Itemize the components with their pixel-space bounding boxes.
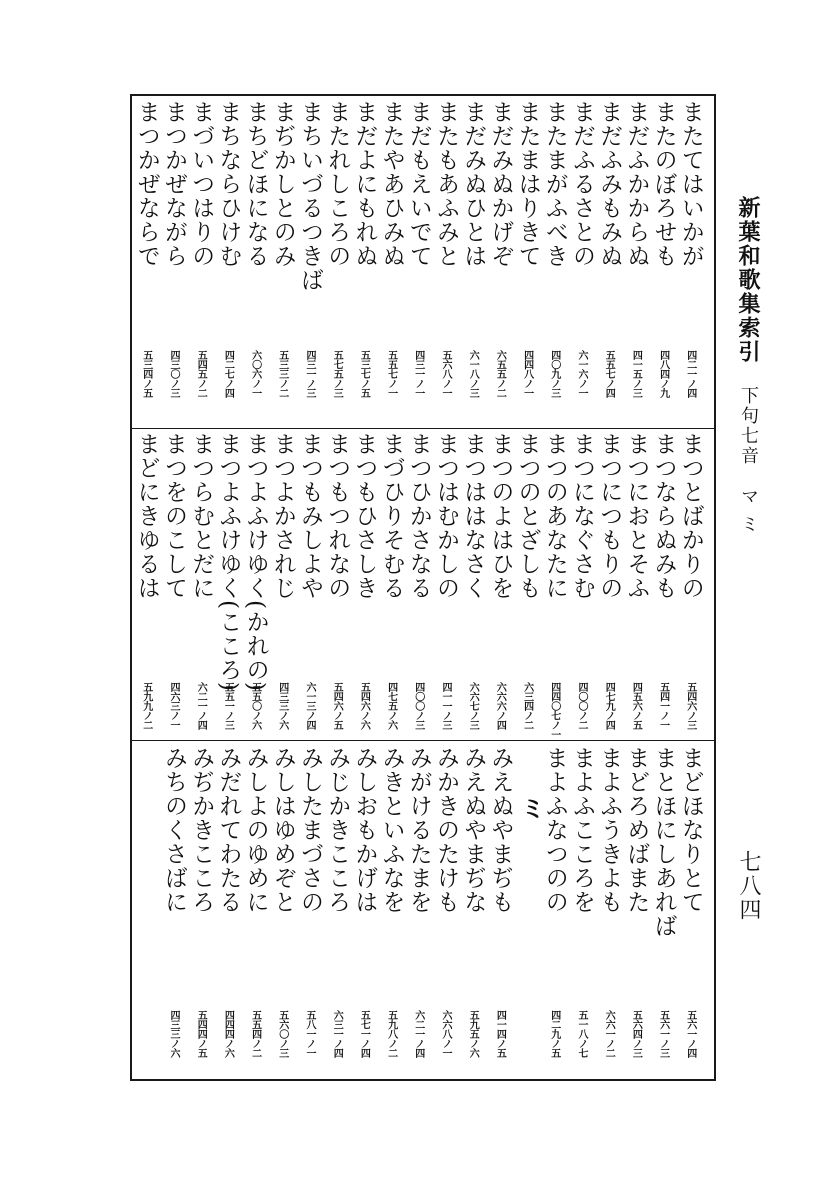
index-entry: まつもつれなの: [324, 432, 351, 600]
index-entry: みえぬやまぢも: [487, 746, 514, 914]
entry-reference: 四三〇ノ三: [168, 350, 179, 398]
entry-reference: 四三三ノ六: [168, 1010, 179, 1058]
index-entry: みえぬやまぢな: [460, 746, 487, 914]
entry-reference: 六二一ノ四: [412, 1010, 424, 1058]
entry-reference: 五五七ノ四: [603, 350, 615, 398]
entry-reference: 六三四ノ二: [521, 682, 533, 730]
index-entry: まつならぬみも: [650, 432, 677, 600]
index-entry: みかきのたけも: [433, 746, 459, 914]
entry-reference: 六六六ノ四: [494, 682, 506, 730]
index-entry: まよふなつのの: [541, 746, 568, 914]
entry-reference: 五九五ノ六: [467, 1010, 479, 1058]
entry-reference: 四〇〇ノ二: [576, 682, 587, 730]
entry-reference: 四三三ノ六: [276, 682, 288, 730]
index-entry: まちならひけむ: [215, 100, 242, 268]
index-entry: まだもえいでて: [405, 100, 432, 268]
index-entry: まだふかからぬ: [623, 100, 650, 268]
entry-reference: 六六一ノ二: [603, 1010, 615, 1058]
entry-reference: 五五一ノ三: [222, 682, 234, 730]
entry-reference: 五六一ノ四: [684, 1010, 696, 1058]
entry-reference: 六二一ノ四: [195, 682, 207, 730]
index-entry: まとほにしあれば: [650, 746, 677, 938]
index-entry: まだふるさとの: [569, 100, 595, 268]
entry-reference: 五四六ノ三: [684, 682, 696, 730]
entry-reference: 六三一ノ四: [331, 1010, 343, 1058]
index-entry: まだよにもれぬ: [351, 100, 378, 268]
entry-reference: 五六八ノ一: [440, 350, 451, 398]
entry-reference: 四〇九ノ三: [548, 350, 560, 398]
entry-reference: 四四四ノ六: [222, 1010, 234, 1058]
entry-reference: 五七一ノ四: [358, 1010, 370, 1058]
entry-reference: 四三一ノ三: [304, 350, 315, 398]
entry-reference: 四八四ノ九: [657, 350, 669, 398]
entry-reference: 六一三ノ四: [304, 682, 315, 730]
entry-reference: 六六七ノ三: [467, 682, 479, 730]
entry-reference: 五四五ノ二: [195, 350, 207, 398]
entry-reference: 六〇六ノ一: [249, 350, 261, 398]
entry-reference: 五一八ノ七: [576, 1010, 587, 1058]
entry-reference: 五四一ノ一: [657, 682, 669, 730]
entry-reference: 四一五ノ三: [630, 350, 642, 398]
index-entry: まどろめばまた: [623, 746, 650, 914]
entry-reference: 五五〇ノ六: [249, 682, 261, 730]
index-entry: まづいつはりの: [188, 100, 215, 268]
index-entry: みしおもかげは: [351, 746, 378, 914]
index-entry: またれしころの: [324, 100, 351, 268]
index-entry: まつはむかしの: [433, 432, 459, 600]
index-entry: まつのとざしも: [514, 432, 541, 600]
index-entry: まつにつもりの: [596, 432, 623, 600]
index-section: マ ミ: [738, 487, 759, 536]
index-subtitle: 下句七音: [738, 385, 759, 466]
index-entry: まつよかされじ: [269, 432, 296, 600]
index-entry: またまはりきて: [514, 100, 541, 268]
index-entry: まちどほになる: [242, 100, 269, 268]
index-entry: まつもひさしき: [351, 432, 378, 600]
entry-reference: 四三一ノ一: [412, 350, 424, 398]
index-entry: まちいづるつきば: [297, 100, 323, 292]
index-entry: まだふみもみぬ: [596, 100, 623, 268]
index-entry: まだみぬひとは: [460, 100, 487, 268]
index-entry: みしはゆめぞと: [269, 746, 296, 914]
page-number: 七八四: [736, 850, 761, 922]
index-entry: まつとばかりの: [677, 432, 704, 600]
entry-reference: 六五五ノ二: [494, 350, 506, 398]
index-entry: まつひかさなる: [405, 432, 432, 600]
entry-reference: 五三三ノ二: [276, 350, 288, 398]
entry-reference: 四六三ノ一: [168, 682, 179, 730]
index-entry: まつらむとだに: [188, 432, 215, 600]
entry-reference: 四四〇七ノ一: [548, 682, 560, 739]
index-entry: またもあふみと: [433, 100, 459, 268]
index-entry: みぢかきこころ: [188, 746, 215, 914]
index-title: 新葉和歌集索引: [735, 196, 761, 364]
index-entry: まどにきゆるは: [133, 432, 160, 600]
running-header: [724, 196, 764, 536]
index-entry: まつよふけゆく(かれの): [242, 432, 269, 692]
index-entry: まどほなりとて: [677, 746, 704, 914]
index-entry: まつかぜながら: [161, 100, 187, 268]
index-entry: まつかぜならで: [133, 100, 160, 268]
index-entry: みだれてわたる: [215, 746, 242, 914]
index-entry: みしよのゆめに: [242, 746, 269, 914]
index-entry: まつにおとそふ: [623, 432, 650, 600]
entry-reference: 六六八ノ一: [440, 1010, 451, 1058]
entry-reference: 五八一ノ一: [304, 1010, 315, 1058]
index-entry: またてはいかが: [677, 100, 704, 268]
entry-reference: 四四八ノ一: [521, 350, 533, 398]
band-divider-bottom: [130, 740, 716, 741]
entry-reference: 五九八ノ二: [385, 1010, 397, 1058]
entry-reference: 四〇〇ノ三: [412, 682, 424, 730]
entry-reference: 五三四ノ五: [140, 350, 152, 398]
entry-reference: 五五四ノ二: [249, 1010, 261, 1058]
entry-reference: 四二一ノ四: [684, 350, 696, 398]
entry-reference: 五九九ノ二: [140, 682, 152, 730]
index-entry: みちのくさばに: [161, 746, 187, 914]
index-entry: まつもみしよや: [297, 432, 323, 600]
entry-reference: 六一六ノ一: [576, 350, 587, 398]
entry-reference: 五六一ノ三: [657, 1010, 669, 1058]
index-entry: またのぼろせも: [650, 100, 677, 268]
entry-reference: 四五六ノ五: [630, 682, 642, 730]
entry-reference: 四二七ノ四: [222, 350, 234, 398]
band-divider-top: [130, 428, 716, 429]
index-entry: またやあひみぬ: [378, 100, 405, 268]
entry-reference: 五四六ノ六: [358, 682, 370, 730]
index-entry: まつになぐさむ: [569, 432, 595, 600]
entry-reference: 四一四ノ五: [494, 1010, 506, 1058]
index-entry: まだみぬかげぞ: [487, 100, 514, 268]
index-entry: まつをのこして: [161, 432, 187, 600]
entry-reference: 五四四ノ五: [195, 1010, 207, 1058]
entry-reference: 五四六ノ五: [331, 682, 343, 730]
index-entry: まつのあなたに: [541, 432, 568, 600]
entry-reference: 六一八ノ三: [467, 350, 479, 398]
index-entry: まつははなさく: [460, 432, 487, 600]
index-entry: みがけるたまを: [405, 746, 432, 914]
index-entry: まづひりそむる: [378, 432, 405, 600]
kana-section-heading: ミ: [516, 796, 546, 820]
index-entry: またまがふべき: [541, 100, 568, 268]
entry-reference: 五六四ノ三: [630, 1010, 642, 1058]
entry-reference: 五七五ノ三: [331, 350, 343, 398]
entry-reference: 五五七ノ一: [385, 350, 397, 398]
entry-reference: 四二九ノ五: [548, 1010, 560, 1058]
index-entry: みきといふなを: [378, 746, 405, 914]
entry-reference: 四一一ノ三: [440, 682, 451, 730]
index-entry: まよふこころを: [569, 746, 595, 914]
index-entry: まつのよはひを: [487, 432, 514, 600]
entry-reference: 四七五ノ六: [385, 682, 397, 730]
entry-reference: 五六〇ノ三: [276, 1010, 288, 1058]
index-entry: みしたまづさの: [297, 746, 323, 914]
entry-reference: 五三七ノ五: [358, 350, 370, 398]
index-entry: まぢかしとのみ: [269, 100, 296, 268]
index-entry: まよふうきよも: [596, 746, 623, 914]
index-entry: みじかきこころ: [324, 746, 351, 914]
index-entry: まつよふけゆく(こころ): [215, 432, 242, 692]
entry-reference: 四七九ノ四: [603, 682, 615, 730]
